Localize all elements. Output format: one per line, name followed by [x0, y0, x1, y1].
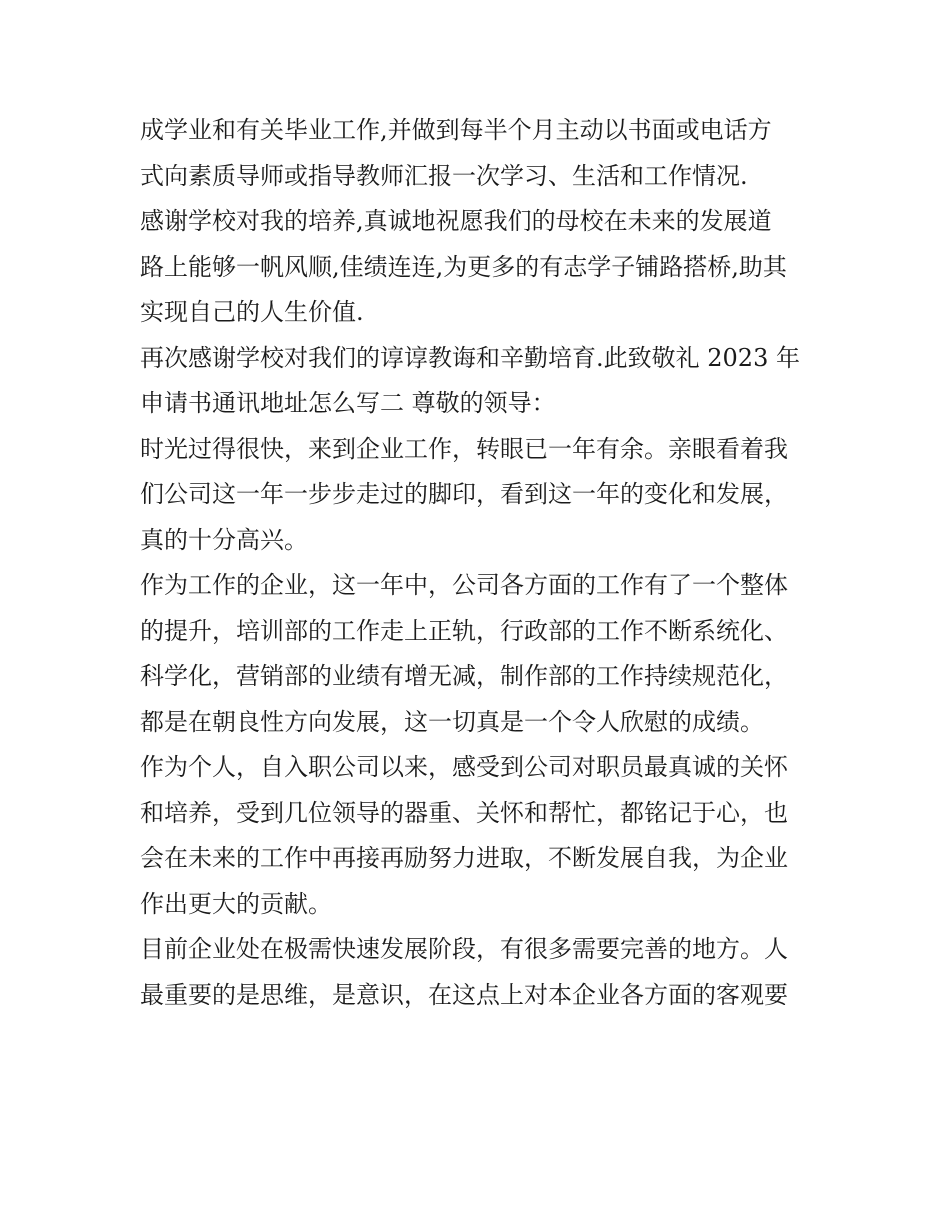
text-line: 再次感谢学校对我们的谆谆教诲和辛勤培育.此致敬礼 2023 年 [140, 343, 800, 372]
text-line: 目前企业处在极需快速发展阶段，有很多需要完善的地方。人 [140, 935, 788, 963]
text-line: 作为工作的企业，这一年中，公司各方面的工作有了一个整体 [140, 571, 788, 599]
text-line: 路上能够一帆风顺,佳绩连连,为更多的有志学子铺路搭桥,助其 [140, 252, 787, 281]
document-body [140, 108, 830, 1018]
text-line: 真的十分高兴。 [140, 525, 308, 554]
text-line: 会在未来的工作中再接再励努力进取，不断发展自我，为企业 [140, 844, 788, 872]
text-line: 申请书通讯地址怎么写二 尊敬的领导： [140, 389, 556, 417]
text-line: 作出更大的贡献。 [140, 889, 332, 918]
text-line: 感谢学校对我的培养,真诚地祝愿我们的母校在未来的发展道 [140, 207, 772, 235]
text-line: 实现自己的人生价值. [140, 298, 364, 326]
text-line: 和培养，受到几位领导的器重、关怀和帮忙，都铭记于心，也 [140, 798, 788, 827]
text-line: 们公司这一年一步步走过的脚印，看到这一年的变化和发展， [140, 480, 788, 508]
text-line: 的提升，培训部的工作走上正轨，行政部的工作不断系统化、 [140, 616, 788, 645]
text-line: 最重要的是思维，是意识，在这点上对本企业各方面的客观要 [140, 980, 788, 1009]
text-line: 科学化，营销部的业绩有增无减，制作部的工作持续规范化， [140, 662, 788, 690]
text-line: 时光过得很快，来到企业工作，转眼已一年有余。亲眼看着我 [140, 434, 788, 463]
text-line: 都是在朝良性方向发展，这一切真是一个令人欣慰的成绩。 [140, 707, 764, 736]
text-line: 式向素质导师或指导教师汇报一次学习、生活和工作情况. [140, 161, 748, 190]
text-line: 作为个人，自入职公司以来，感受到公司对职员最真诚的关怀 [140, 753, 788, 781]
text-line: 成学业和有关毕业工作,并做到每半个月主动以书面或电话方 [140, 116, 772, 144]
